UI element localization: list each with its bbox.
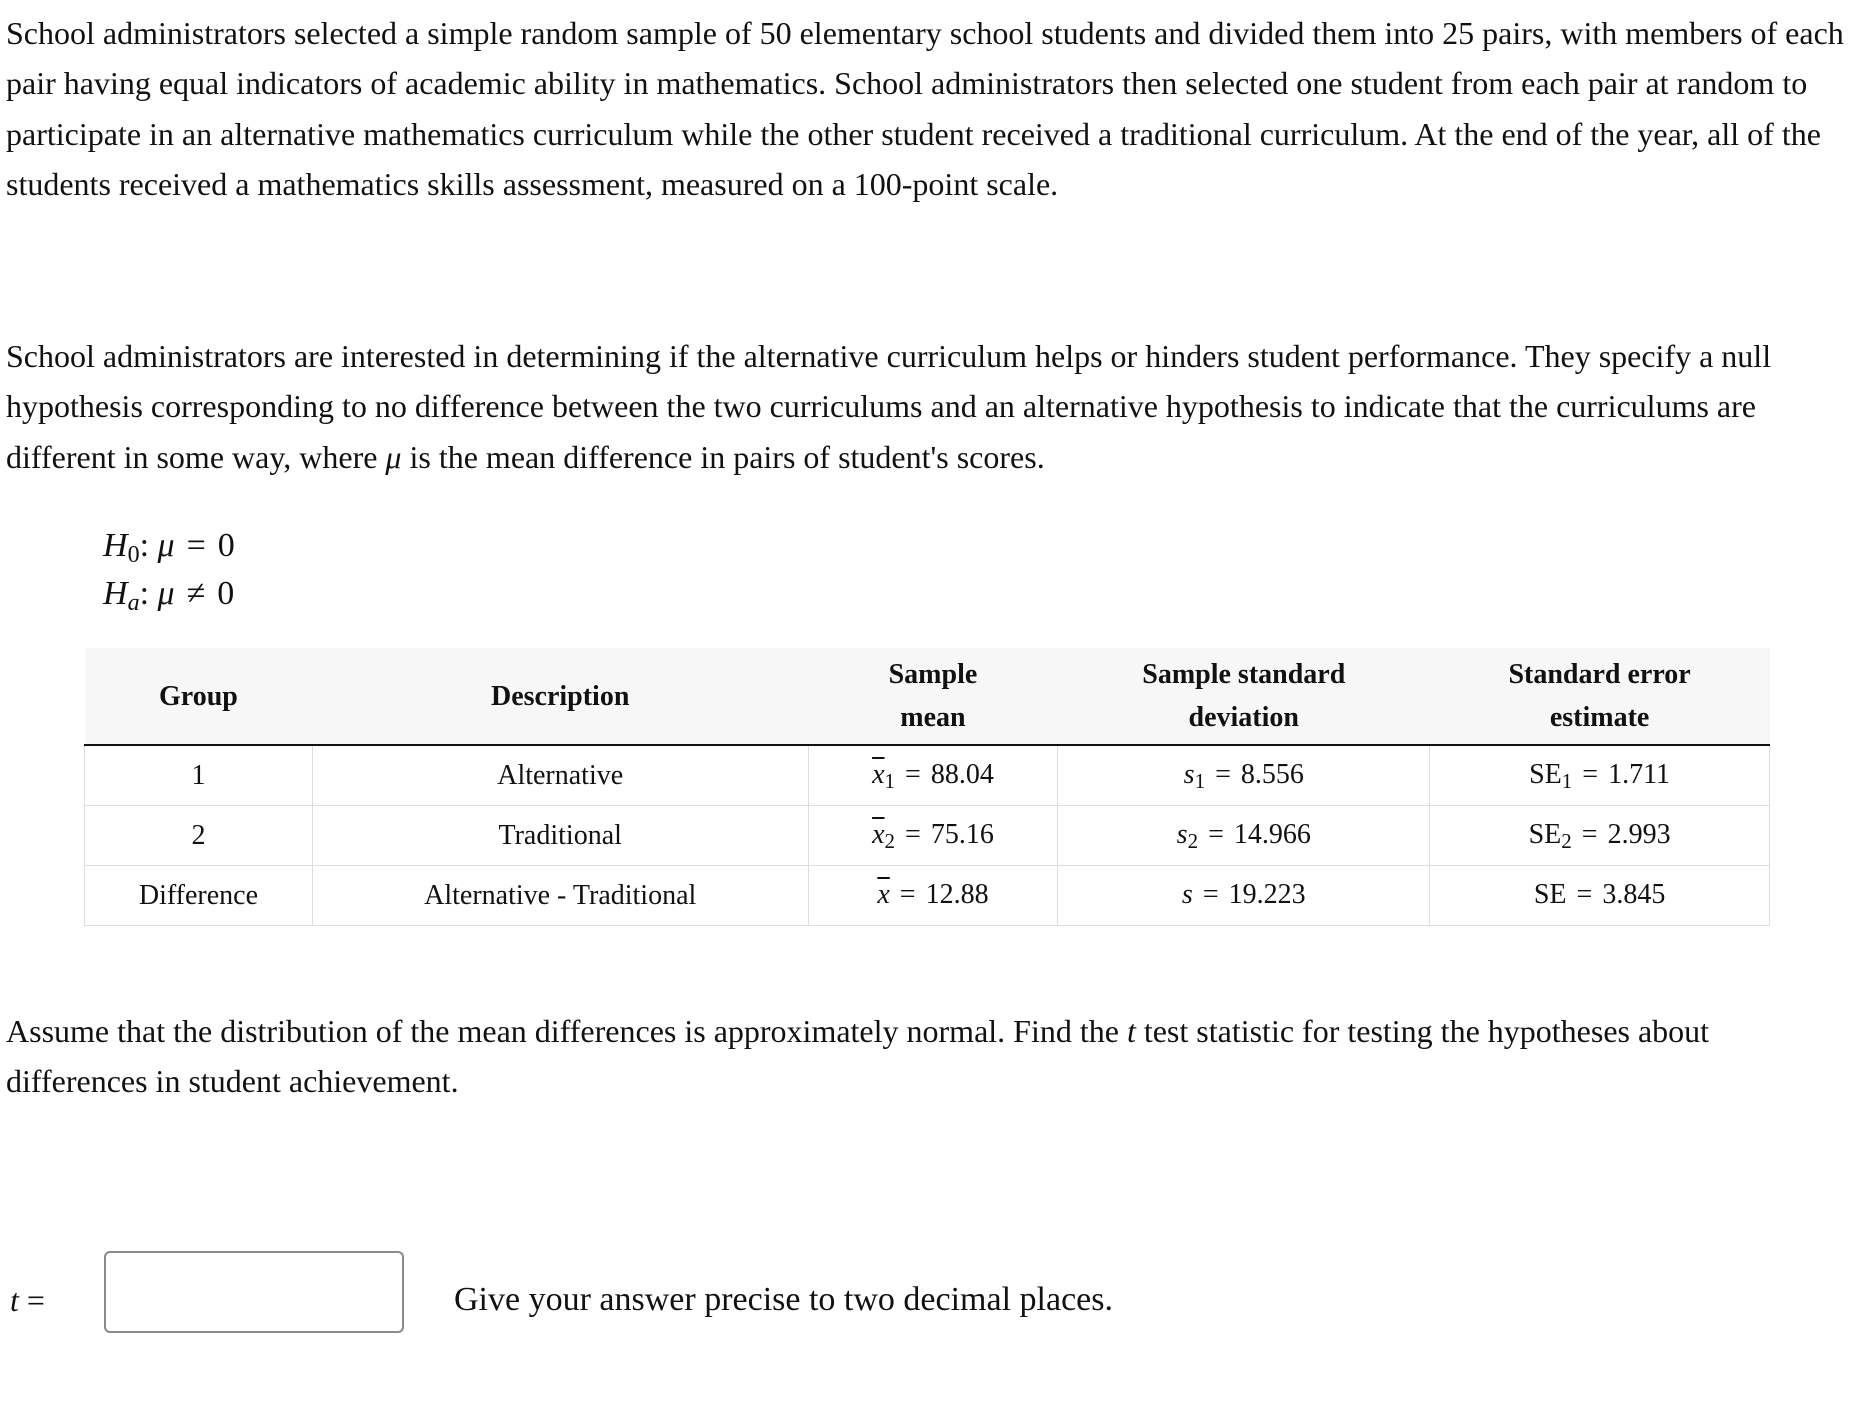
question-paragraph [6, 1006, 1846, 1107]
cell-description: Traditional [312, 806, 808, 866]
header-sample-sd: Sample standard deviation [1058, 648, 1430, 745]
cell-sample-sd: s = 19.223 [1058, 866, 1430, 926]
cell-sample-sd: s1 = 8.556 [1058, 745, 1430, 806]
cell-group: 2 [85, 806, 313, 866]
null-hypothesis-symbol: H [103, 527, 128, 564]
mu-symbol: μ [385, 438, 402, 475]
cell-sample-sd: s2 = 14.966 [1058, 806, 1430, 866]
alt-hypothesis-operator: ≠ [186, 575, 206, 612]
null-hypothesis [103, 522, 235, 573]
cell-standard-error: SE2 = 2.993 [1430, 806, 1770, 866]
alt-hypothesis-subscript: a [127, 590, 140, 616]
statistics-table [84, 648, 1770, 926]
header-description: Description [312, 648, 808, 745]
question-text-before: Assume that the distribution of the mean differences is approximately normal. Find the [6, 1013, 1127, 1049]
alt-hypothesis-colon: : [139, 575, 150, 612]
cell-group: 1 [85, 745, 313, 806]
null-hypothesis-param: μ [157, 527, 175, 564]
cell-description: Alternative [312, 745, 808, 806]
answer-precision-hint: Give your answer precise to two decimal places. [454, 1281, 1113, 1318]
cell-group: Difference [85, 866, 313, 926]
alt-hypothesis-symbol: H [103, 575, 128, 612]
answer-label [10, 1278, 45, 1322]
hypothesis-text-after: is the mean difference in pairs of student's scores. [401, 438, 1045, 475]
question-text-after: test statistic for testing the hypotheses about differences in student achievement. [6, 1013, 1710, 1100]
hypothesis-paragraph [6, 331, 1846, 482]
cell-sample-mean: $\overline{x} = 12.88$ [808, 866, 1058, 926]
table-row [85, 745, 1770, 806]
header-standard-error: Standard error estimate [1430, 648, 1770, 745]
cell-sample-mean: $\overline{x}2 = 75.16$ [808, 806, 1058, 866]
null-hypothesis-operator: = [186, 527, 206, 564]
table-row [85, 806, 1770, 866]
alt-hypothesis-value: 0 [217, 575, 235, 612]
t-symbol: t [1126, 1013, 1136, 1049]
hypothesis-text-before: School administrators are interested in determining if the alternative curriculum helps or hinders student performance. They specify a null hypothesis corresponding to no difference between the two curriculums and an alternative hypothesis to indicate that the curriculums are different in some way, where [6, 338, 1772, 475]
cell-standard-error: SE1 = 1.711 [1430, 745, 1770, 806]
answer-label-eq: = [18, 1282, 45, 1318]
table-header [85, 648, 1770, 745]
alternative-hypothesis [103, 570, 234, 621]
answer-label-var: t [10, 1282, 19, 1318]
t-statistic-input[interactable] [104, 1251, 404, 1333]
cell-description: Alternative - Traditional [312, 866, 808, 926]
header-group: Group [85, 648, 313, 745]
alt-hypothesis-param: μ [157, 575, 175, 612]
null-hypothesis-subscript: 0 [127, 542, 140, 568]
null-hypothesis-value: 0 [217, 527, 235, 564]
intro-paragraph: School administrators selected a simple random sample of 50 elementary school students and divided them into 25 pairs, with members of each pair having equal indicators of academic ability in mathematics. School administrators then selected one student from each pair at random to participate in an alternative mathematics curriculum while the other student received a traditional curriculum. At the end of the year, all of the students received a mathematics skills assessment, measured on a 100-point scale. [6, 15, 1844, 203]
cell-sample-mean: $\overline{x}1 = 88.04$ [808, 745, 1058, 806]
cell-standard-error: SE = 3.845 [1430, 866, 1770, 926]
null-hypothesis-colon: : [139, 527, 150, 564]
table-row [85, 866, 1770, 926]
header-sample-mean: Sample mean [808, 648, 1058, 745]
